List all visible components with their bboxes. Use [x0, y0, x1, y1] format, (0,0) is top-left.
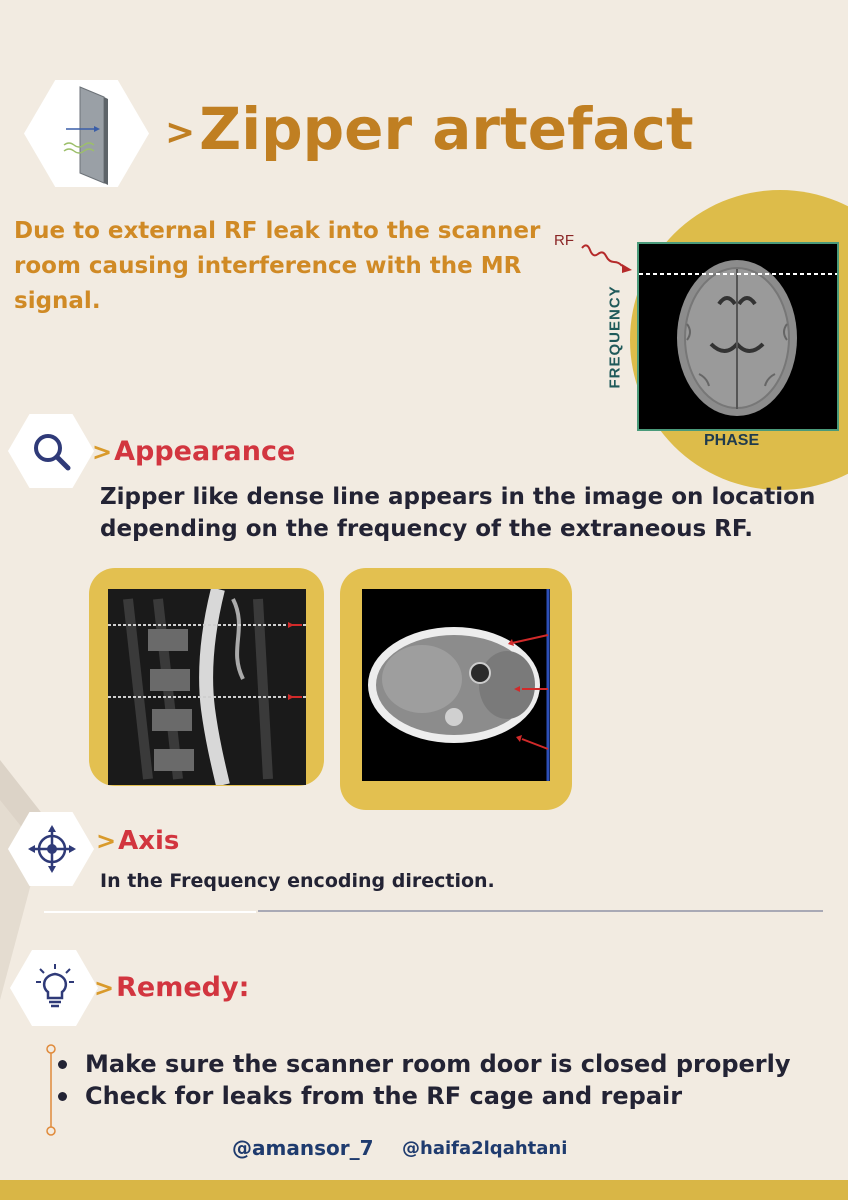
abdomen-mri-image — [362, 589, 550, 781]
rf-wave-arrow — [580, 240, 640, 280]
page-title — [165, 95, 694, 163]
title-chevron: > — [165, 112, 196, 154]
search-icon — [30, 430, 74, 474]
footer-handle-2[interactable]: @haifa2lqahtani — [402, 1138, 568, 1159]
appearance-text: Zipper like dense line appears in the image on location depending on the frequency of the extraneous RF. — [100, 484, 816, 542]
intro-text: Due to external RF leak into the scanner room causing interference with the MR signal. — [14, 218, 541, 314]
rf-label: RF — [554, 232, 574, 249]
lightbulb-icon — [30, 962, 80, 1012]
phase-label: PHASE — [704, 432, 760, 449]
axis-heading — [96, 826, 179, 856]
plate-icon — [58, 85, 118, 185]
remedy-item: Make sure the scanner room door is closed properly — [55, 1048, 791, 1080]
remedy-list — [55, 1048, 791, 1112]
appearance-heading — [92, 436, 295, 467]
remedy-heading — [94, 972, 249, 1003]
remedy-heading-text: Remedy: — [116, 972, 250, 1003]
axis-chevron: > — [96, 827, 117, 855]
brain-mri-image — [637, 242, 839, 431]
section-divider-light — [44, 911, 256, 913]
remedy-chevron: > — [94, 974, 115, 1002]
axis-text: In the Frequency encoding direction. — [100, 870, 495, 892]
footer-bar — [0, 1180, 848, 1200]
footer-handle-1[interactable]: @amansor_7 — [232, 1136, 374, 1160]
spine-mri-image — [108, 589, 306, 785]
axis-heading-text: Axis — [118, 826, 180, 856]
axis-compass-icon — [26, 823, 78, 875]
page-title-text: Zipper artefact — [199, 95, 694, 163]
remedy-item: Check for leaks from the RF cage and repair — [55, 1080, 791, 1112]
appearance-chevron: > — [92, 438, 113, 466]
section-divider — [258, 910, 823, 912]
appearance-heading-text: Appearance — [114, 436, 296, 467]
frequency-label: FREQUENCY — [606, 285, 624, 389]
